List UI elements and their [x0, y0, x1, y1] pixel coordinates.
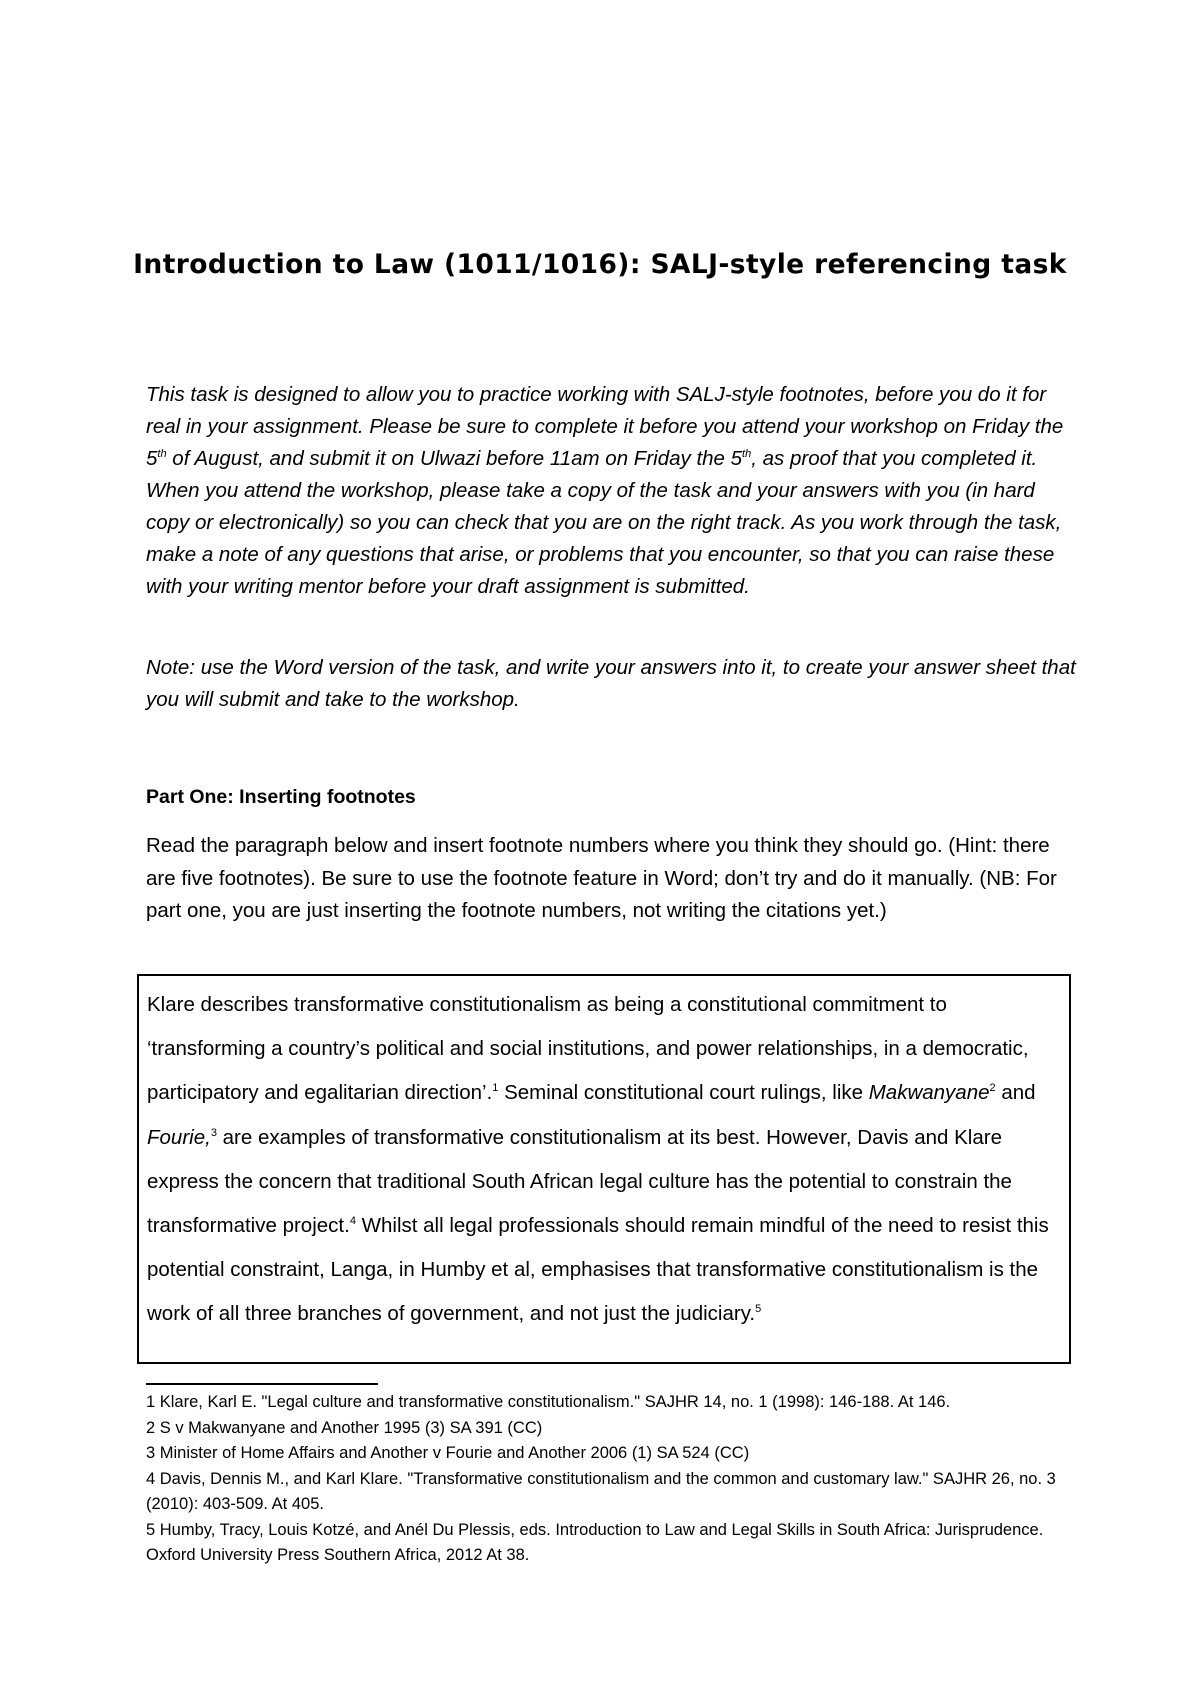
document-title: Introduction to Law (1011/1016): SALJ-style referencing task [133, 249, 1067, 280]
ordinal-suffix: th [157, 448, 167, 461]
footnote-1: 1 Klare, Karl E. "Legal culture and transformative constitutionalism." SAJHR 14, no. 1 (1998): 146-188. At 146. [146, 1393, 951, 1411]
box-paragraph [147, 983, 1061, 1337]
footnote-separator [146, 1383, 378, 1385]
footnote-2: 2 S v Makwanyane and Another 1995 (3) SA 391 (CC) [146, 1418, 543, 1437]
case-name-fourie: Fourie, [147, 1125, 211, 1149]
footnote-5: 5 Humby, Tracy, Louis Kotzé, and Anél Du Plessis, eds. Introduction to Law and Legal Skills in South Africa: Jurisprudence. Oxford University Press Southern Africa, 2012 At 38. [146, 1520, 1044, 1564]
box-text: Seminal constitutional court rulings, like [498, 1081, 869, 1105]
ordinal-suffix: th [742, 448, 752, 461]
footnote-3: 3 Minister of Home Affairs and Another v Fourie and Another 2006 (1) SA 524 (CC) [146, 1444, 750, 1462]
intro-text: of August, and submit it on Ulwazi before 11am on Friday the 5 [166, 447, 743, 470]
part-one-instructions: Read the paragraph below and insert footnote numbers where you think they should go. (Hint: there are five footnotes). Be sure to use the footnote feature in Word; don’t try and do it manually. (NB: For part one, you are just inserting the footnote numbers, not writing the citations yet.) [146, 834, 1057, 922]
box-text: Whilst all legal professionals should remain mindful of the need to resist this potential constraint, Langa, in Humby et al, emphasises that transformative constitutionalism is the work of all three branches of government, and not just the judiciary. [147, 1214, 1049, 1326]
footnote-ref-5: 5 [755, 1303, 762, 1316]
footnote-ref-2: 2 [989, 1082, 996, 1095]
intro-text: This task is designed to allow you to practice working with SALJ-style footnotes, before you do it for real in your assignment. Please be sure to complete it before you attend your workshop on Friday the 5 [146, 383, 1064, 470]
box-text: Klare describes transformative constitutionalism as being a constitutional commitment to ‘transforming a country’s political and social institutions, and power relationships, in a democratic, participatory and egalitarian direction’. [147, 993, 1029, 1105]
footnote-4: 4 Davis, Dennis M., and Karl Klare. "Transformative constitutionalism and the common and customary law." SAJHR 26, no. 3 (2010): 403-509. At 405. [146, 1469, 1056, 1513]
intro-paragraph [146, 379, 1076, 603]
paragraph-box [137, 974, 1071, 1364]
footnote-ref-3: 3 [210, 1126, 217, 1139]
footnote-ref-4: 4 [349, 1215, 356, 1228]
case-name-makwanyane: Makwanyane [868, 1081, 990, 1105]
box-text: are examples of transformative constitutionalism at its best. However, Davis and Klare express the concern that traditional South African legal culture has the potential to constrain the transformative project. [147, 1125, 1012, 1238]
intro-note: Note: use the Word version of the task, and write your answers into it, to create your answer sheet that you will submit and take to the workshop. [146, 656, 1076, 711]
part-one-heading: Part One: Inserting footnotes [146, 786, 416, 808]
footnotes [146, 1390, 1076, 1569]
footnote-ref-1: 1 [492, 1082, 499, 1095]
intro-text: , as proof that you completed it. When you attend the workshop, please take a copy of the task and your answers with you (in hard copy or electronically) so you can check that you are on the right track. As you work through the task, make a note of any questions that arise, or problems that you encounter, so that you can raise these with your writing mentor before your draft assignment is submitted. [146, 447, 1062, 598]
box-text: and [995, 1081, 1036, 1105]
